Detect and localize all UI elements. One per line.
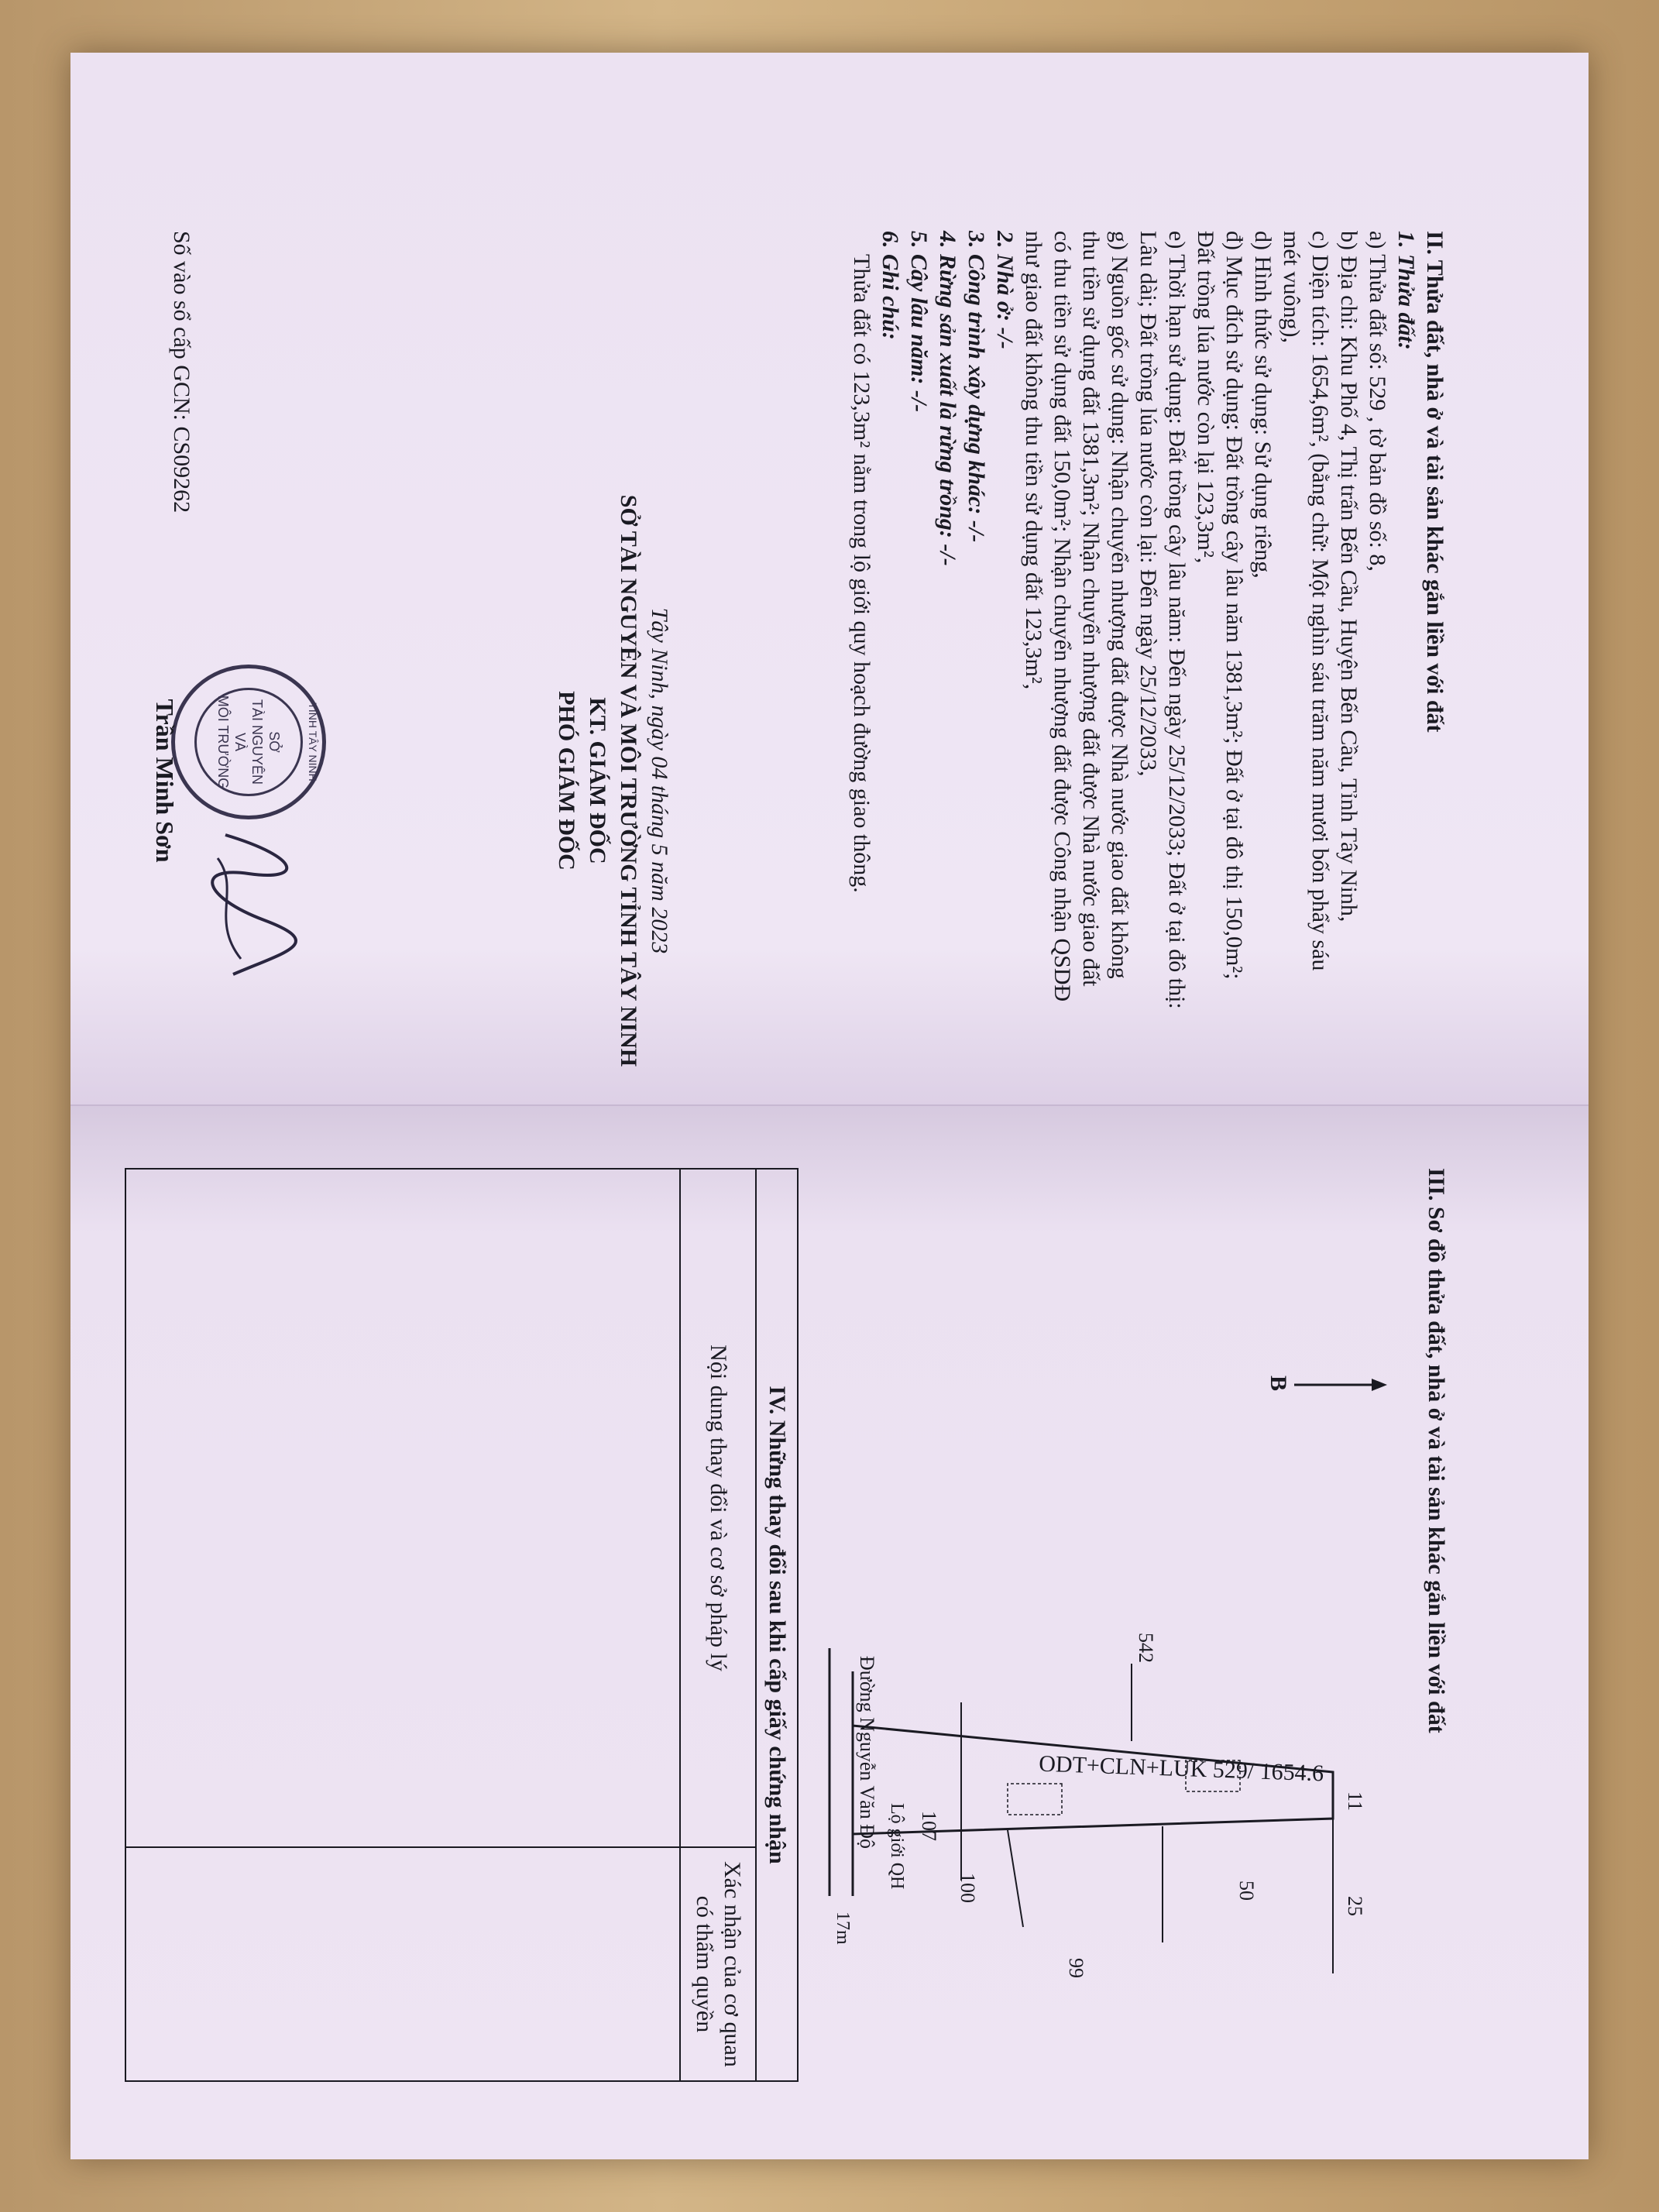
perennial-line: 5. Cây lâu năm: -/- — [906, 231, 932, 413]
note-heading: 6. Ghi chú: — [878, 231, 903, 340]
forest-line: 4. Rừng sản xuất là rừng trồng: -/- — [935, 231, 960, 566]
right-page — [70, 1106, 1589, 2159]
road-name-label: Đường Nguyễn Văn Độ — [856, 1656, 878, 1850]
gcn-number: Số vào sổ cấp GCN: CS09262 — [169, 231, 194, 514]
neighbor-11: 11 — [1344, 1791, 1366, 1812]
signer-name: Trần Minh Sơn — [151, 699, 179, 863]
place-date: Tây Ninh, ngày 04 tháng 5 năm 2023 — [647, 607, 672, 954]
parcel-map — [822, 1338, 1395, 2035]
land-line: d) Hình thức sử dụng: Sử dụng riêng, — [1250, 231, 1276, 579]
north-label: B — [1266, 1376, 1291, 1392]
land-line: g) Nguồn gốc sử dụng: Nhận chuyển nhượng đất được Nhà nước giao đất không — [1107, 231, 1132, 979]
land-line: Đất trồng lúa nước còn lại 123,3m², — [1193, 231, 1218, 564]
left-page — [70, 53, 1589, 1106]
stamp-line: TÀI NGUYÊN — [249, 699, 265, 785]
neighbor-99: 99 — [1065, 1958, 1087, 1978]
road-width-label: 17m — [833, 1911, 853, 1945]
neighbor-50: 50 — [1235, 1881, 1258, 1901]
header-authority-line1: Xác nhận của cơ quan — [720, 1861, 745, 2067]
header-authority — [681, 1848, 755, 2080]
land-line: c) Diện tích: 1654,6m², (bằng chữ: Một nghìn sáu trăm năm mươi bốn phẩy sáu — [1307, 231, 1333, 971]
other-works-line: 3. Công trình xây dựng khác: -/- — [963, 231, 989, 543]
header-change-content: Nội dung thay đổi và cơ sở pháp lý — [681, 1170, 755, 1848]
land-heading: 1. Thửa đất: — [1393, 231, 1419, 350]
handwritten-signature — [194, 827, 318, 982]
stamp-line: SỞ — [266, 731, 282, 753]
land-line: a) Thửa đất số: 529 , tờ bản đồ số: 8, — [1365, 231, 1390, 572]
building-footprint — [1008, 1784, 1062, 1815]
stamp-line: VÀ — [232, 732, 248, 751]
land-line: e) Thời hạn sử dụng: Đất trồng cây lâu năm: Đến ngày 25/12/2033; Đất ở tại đô thị: — [1164, 231, 1190, 1009]
land-line: b) Địa chỉ: Khu Phố 4, Thị trấn Bến Cầu, Huyện Bến Cầu, Tỉnh Tây Ninh, — [1336, 231, 1362, 922]
land-line: có thu tiền sử dụng đất 150,0m²; Nhận chuyển nhượng đất được Công nhận QSDĐ — [1049, 231, 1075, 1002]
parcel-map-svg — [822, 1338, 1395, 2035]
section-4-header — [679, 1170, 755, 2080]
land-line: đ) Mục đích sử dụng: Đất trồng cây lâu năm 1381,3m²; Đất ở tại đô thị 150,0m²; — [1221, 231, 1247, 980]
signature-block — [551, 486, 675, 1075]
section-4-title: IV. Những thay đổi sau khi cấp giấy chứng nhận — [755, 1170, 797, 2080]
north-arrow-head-icon — [1372, 1379, 1387, 1391]
note-text: Thửa đất có 123,3m² nằm trong lộ giới quy hoạch đường giao thông. — [849, 254, 874, 893]
neighbor-107: 107 — [918, 1811, 940, 1841]
road-limit-label: Lộ giới QH — [887, 1803, 907, 1890]
stamp-center — [194, 688, 303, 796]
section-2-title: II. Thửa đất, nhà ở và tài sản khác gắn liền với đất — [1422, 231, 1448, 733]
agency-name: SỞ TÀI NGUYÊN VÀ MÔI TRƯỜNG TỈNH TÂY NINH — [616, 494, 641, 1067]
section-4-body — [125, 1170, 679, 2080]
certificate-booklet — [70, 53, 1589, 2159]
neighbor-100: 100 — [957, 1873, 979, 1903]
official-stamp — [171, 665, 326, 819]
header-authority-line2: có thẩm quyền — [692, 1895, 717, 2033]
authority-cell — [125, 1848, 679, 2080]
house-line: 2. Nhà ở: -/- — [992, 231, 1018, 349]
land-line: như giao đất không thu tiền sử dụng đất 123,3m², — [1021, 231, 1046, 690]
change-content-cell — [125, 1170, 679, 1848]
role-title: PHÓ GIÁM ĐỐC — [554, 691, 579, 871]
stamp-ring-text: TỈNH TÂY NINH — [307, 702, 319, 781]
land-line: mét vuông), — [1279, 231, 1304, 343]
neighbor-542: 542 — [1135, 1633, 1157, 1663]
parcel-label: ODT+CLN+LUK 529/ 1654.6 — [1038, 1750, 1324, 1787]
boundary-line — [1008, 1830, 1023, 1927]
land-line: thu tiền sử dụng đất 1381,3m²; Nhận chuyển nhượng đất được Nhà nước giao đất — [1078, 231, 1104, 987]
section-3-title: III. Sơ đồ thửa đất, nhà ở và tài sản khác gắn liền với đất — [1424, 1168, 1449, 1733]
kt-title: KT. GIÁM ĐỐC — [585, 697, 610, 864]
stamp-line: MÔI TRƯỜNG — [215, 695, 231, 789]
section-2 — [847, 231, 1449, 1083]
section-4-table — [125, 1168, 799, 2082]
neighbor-25: 25 — [1344, 1896, 1366, 1916]
land-line: Lâu dài; Đất trồng lúa nước còn lại: Đến ngày 25/12/2033, — [1135, 231, 1161, 777]
